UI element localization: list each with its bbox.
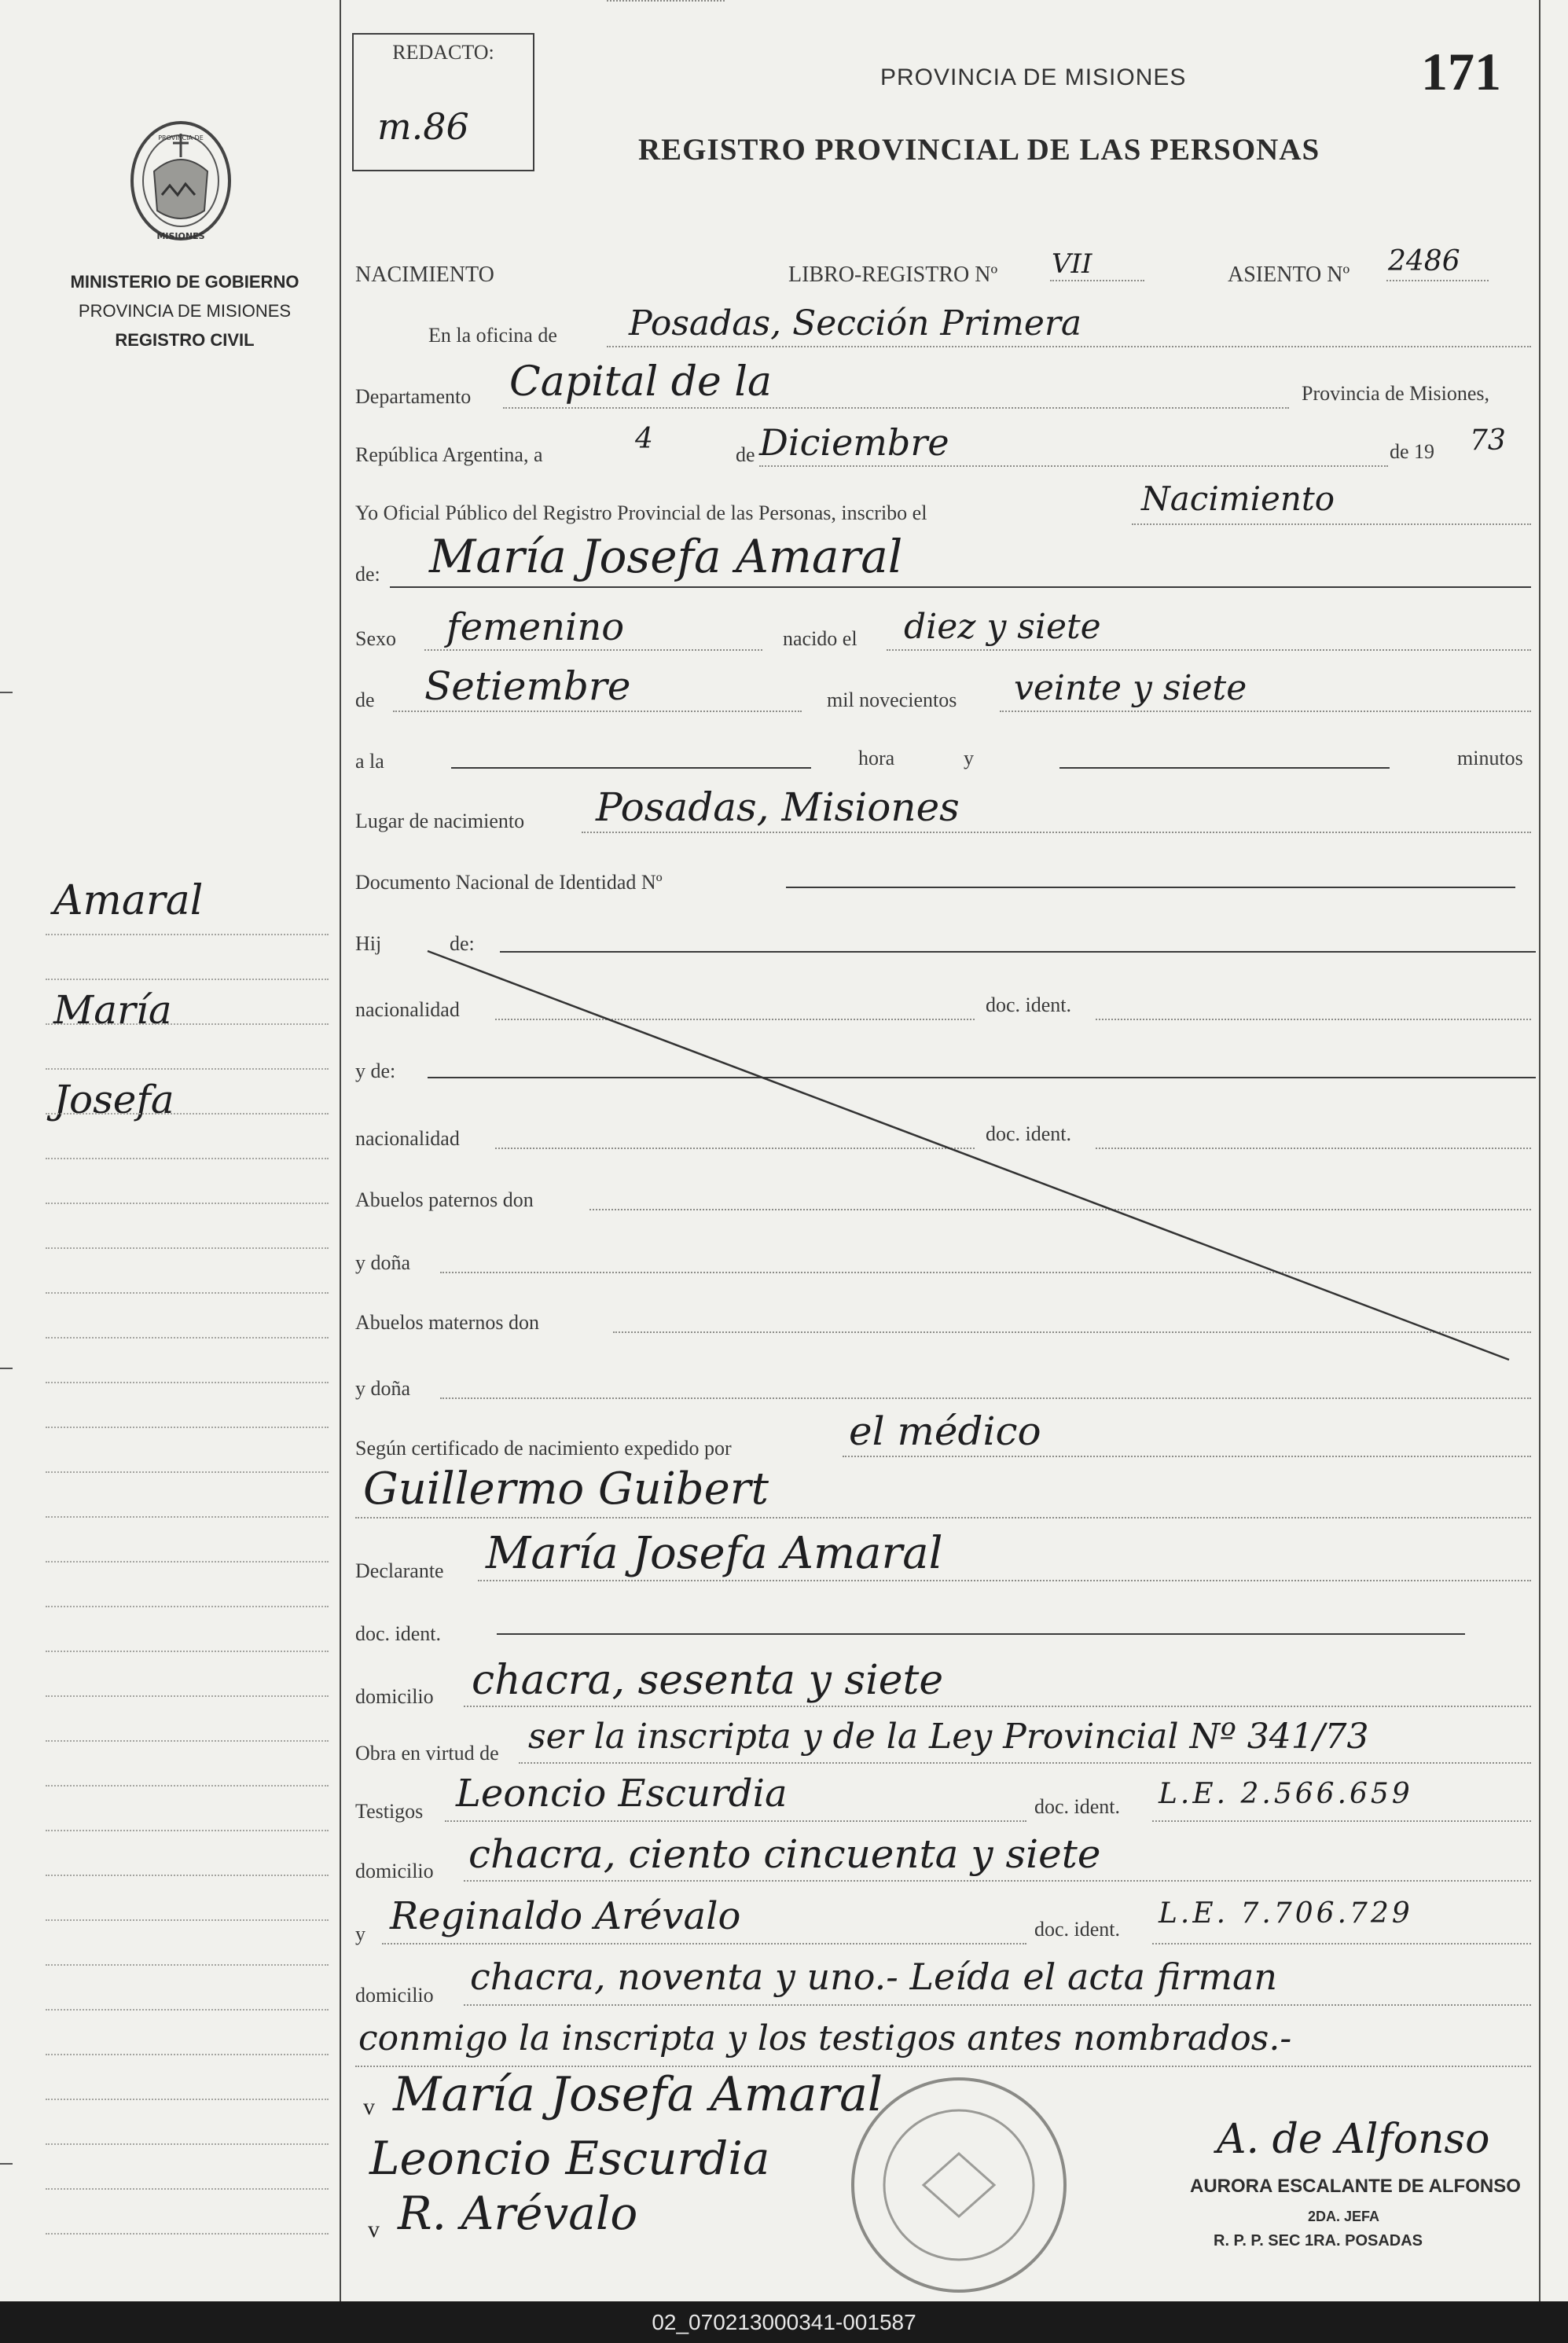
republica-label: República Argentina, a <box>355 443 543 466</box>
birth-month-value: Setiembre <box>424 663 631 709</box>
redacto-label: REDACTO: <box>392 41 494 64</box>
oficina-value: Posadas, Sección Primera <box>629 303 1082 343</box>
testigo2-value: Reginaldo Arévalo <box>390 1894 741 1938</box>
hij-de-label: de: <box>450 932 475 955</box>
sexo-line <box>424 649 762 651</box>
margin-line <box>46 2233 329 2235</box>
coat-of-arms-seal <box>123 116 239 248</box>
lugar-line <box>582 832 1531 833</box>
abuelos-paternos-label: Abuelos paternos don <box>355 1188 534 1211</box>
inscribo-value: Nacimiento <box>1141 479 1335 518</box>
margin-line <box>46 2188 329 2190</box>
domicilio2-value: chacra, ciento cincuenta y siete <box>468 1831 1101 1877</box>
entry-line <box>1386 280 1489 281</box>
mil-line <box>1000 711 1531 712</box>
margin-line <box>46 1113 329 1115</box>
fold-mark <box>0 692 13 693</box>
redacto-initials: m.86 <box>377 105 469 148</box>
declarante-value: María Josefa Amaral <box>486 1528 943 1579</box>
fold-mark <box>0 2163 13 2165</box>
registry-title: REGISTRO PROVINCIAL DE LAS PERSONAS <box>638 133 1320 167</box>
segun-label: Según certificado de nacimiento expedido por <box>355 1437 732 1460</box>
seal-bottom-text: MISIONES <box>156 231 205 241</box>
signature-witness-2: R. Arévalo <box>398 2187 638 2240</box>
margin-line <box>46 1651 329 1652</box>
testigos-label: Testigos <box>355 1800 424 1823</box>
margin-line <box>46 1068 329 1070</box>
right-border-rule <box>1539 0 1540 2301</box>
minutos-line <box>1059 767 1390 769</box>
lugar-label: Lugar de nacimiento <box>355 810 525 832</box>
hij-label: Hij <box>355 932 382 955</box>
domicilio3-value: chacra, noventa y uno.- Leída el acta firman <box>470 1956 1278 1998</box>
official-name: AURORA ESCALANTE DE ALFONSO <box>1190 2176 1521 2197</box>
margin-line <box>46 1740 329 1742</box>
abuelos-maternos-label: Abuelos maternos don <box>355 1311 539 1334</box>
margin-line <box>46 1919 329 1921</box>
birth-month-line <box>393 711 802 712</box>
margin-line <box>46 2054 329 2055</box>
mil-label: mil novecientos <box>827 689 957 711</box>
margin-line <box>46 2099 329 2100</box>
seal-top-text: PROVINCIA DE <box>158 134 204 141</box>
y-de-label: y de: <box>355 1059 396 1082</box>
province-heading: PROVINCIA DE MISIONES <box>880 64 1187 90</box>
day-value: 4 <box>635 423 653 455</box>
margin-line <box>46 2009 329 2011</box>
margin-line <box>46 1382 329 1383</box>
ministry-line-3: REGISTRO CIVIL <box>115 330 255 350</box>
margin-line <box>46 2143 329 2145</box>
testigo2-doc-value: L.E. 7.706.729 <box>1159 1897 1413 1930</box>
doc-ident-label: doc. ident. <box>986 993 1072 1016</box>
signature-witness-1: Leoncio Escurdia <box>369 2132 770 2185</box>
testigo1-doc-value: L.E. 2.566.659 <box>1159 1778 1413 1810</box>
official-office: R. P. P. SEC 1RA. POSADAS <box>1214 2232 1423 2249</box>
de-label: de <box>736 443 755 466</box>
margin-line <box>46 979 329 980</box>
doc-ident3-label: doc. ident. <box>355 1622 442 1645</box>
obra-label: Obra en virtud de <box>355 1742 499 1765</box>
obra-value: ser la inscripta y de la Ley Provincial Nº 341/73 <box>528 1717 1369 1757</box>
ministry-line-1: MINISTERIO DE GOBIERNO <box>70 272 299 292</box>
nacido-line <box>887 649 1531 651</box>
hora-line <box>451 767 811 769</box>
margin-line <box>46 1606 329 1607</box>
testigo2-doc-label: doc. ident. <box>1034 1918 1121 1941</box>
domicilio3-line <box>464 2004 1531 2006</box>
segun-value: el médico <box>849 1408 1041 1454</box>
record-type-label: NACIMIENTO <box>355 263 494 287</box>
de-name-label: de: <box>355 563 380 586</box>
departamento-line <box>503 407 1289 409</box>
margin-line <box>46 1203 329 1204</box>
ministry-block <box>31 267 338 354</box>
book-value: VII <box>1052 248 1092 280</box>
page-number: 171 <box>1421 42 1501 101</box>
margin-line <box>46 1516 329 1518</box>
entry-value: 2486 <box>1388 245 1460 277</box>
fold-mark <box>0 1368 13 1369</box>
de-month-label: de <box>355 689 375 711</box>
a-la-label: a la <box>355 750 384 773</box>
margin-line <box>46 1337 329 1339</box>
book-label: LIBRO-REGISTRO Nº <box>788 263 998 287</box>
margin-line <box>46 1158 329 1159</box>
declarante-label: Declarante <box>355 1559 444 1582</box>
testigo2-line <box>382 1943 1026 1945</box>
testigo1-doc-label: doc. ident. <box>1034 1795 1121 1818</box>
domicilio-label: domicilio <box>355 1685 434 1708</box>
oficial-text: Yo Oficial Público del Registro Provincial de las Personas, inscribo el <box>355 501 927 524</box>
y-dona-label: y doña <box>355 1251 411 1274</box>
testigo2-doc-line <box>1152 1943 1531 1945</box>
nacido-label: nacido el <box>783 627 857 650</box>
name-value: María Josefa Amaral <box>429 530 903 583</box>
testigo1-line <box>445 1820 1026 1822</box>
book-line <box>1050 280 1144 281</box>
margin-line <box>46 1561 329 1563</box>
doc-ident2-label: doc. ident. <box>986 1122 1072 1145</box>
hora-label: hora <box>858 747 895 769</box>
documento-label: Documento Nacional de Identidad Nº <box>355 871 663 894</box>
mil-value: veinte y siete <box>1014 668 1247 708</box>
y-label: y <box>964 747 974 769</box>
provincia-suffix: Provincia de Misiones, <box>1302 382 1490 405</box>
nacido-value: diez y siete <box>904 607 1101 647</box>
domicilio-line <box>464 1706 1531 1707</box>
signature-declarant: María Josefa Amaral <box>393 2067 883 2122</box>
domicilio3-label: domicilio <box>355 1984 434 2007</box>
departamento-value: Capital de la <box>509 358 772 406</box>
y2-label: y <box>355 1923 365 1945</box>
departamento-label: Departamento <box>355 385 472 408</box>
day-line <box>607 0 725 2</box>
month-line <box>759 465 1388 467</box>
inscribo-line <box>1132 523 1531 525</box>
redacto-box <box>352 33 534 171</box>
lugar-value: Posadas, Misiones <box>596 784 960 830</box>
margin-line <box>46 1292 329 1294</box>
y-dona2-line <box>440 1397 1531 1399</box>
documento-line <box>786 887 1515 888</box>
margin-line <box>46 1964 329 1966</box>
domicilio2-label: domicilio <box>355 1860 434 1882</box>
official-signature: A. de Alfonso <box>1217 2116 1490 2163</box>
name-line <box>390 586 1531 588</box>
nacionalidad2-label: nacionalidad <box>355 1127 460 1150</box>
doctor-value: Guillermo Guibert <box>363 1463 769 1515</box>
margin-line <box>46 1471 329 1473</box>
margin-line <box>46 1247 329 1249</box>
domicilio-value: chacra, sesenta y siete <box>472 1657 944 1704</box>
sig-mark-1: v <box>363 2094 375 2120</box>
year-value: 73 <box>1470 424 1506 457</box>
margin-line <box>46 1695 329 1697</box>
minutos-label: minutos <box>1457 747 1523 769</box>
margin-first-name: María <box>53 987 172 1033</box>
obra-line <box>519 1762 1531 1764</box>
testigo1-doc-line <box>1152 1820 1531 1822</box>
closing-value: conmigo la inscripta y los testigos antes nombrados.- <box>358 2018 1292 2058</box>
nacionalidad-label: nacionalidad <box>355 998 460 1021</box>
doctor-line <box>355 1517 1531 1519</box>
sexo-value: femenino <box>446 605 625 649</box>
y-dona2-label: y doña <box>355 1377 411 1400</box>
file-id-caption: 02_070213000341-001587 <box>652 2310 916 2334</box>
margin-line <box>46 1785 329 1787</box>
oficina-line <box>607 346 1531 347</box>
official-title: 2DA. JEFA <box>1308 2209 1380 2224</box>
declarante-line <box>478 1580 1531 1581</box>
year-prefix: de 19 <box>1390 440 1435 463</box>
diagonal-cancel-line <box>424 943 1533 1368</box>
entry-label: ASIENTO Nº <box>1228 263 1350 287</box>
margin-line <box>46 1427 329 1428</box>
sexo-label: Sexo <box>355 627 396 650</box>
domicilio2-line <box>464 1880 1531 1882</box>
month-value: Diciembre <box>759 421 949 464</box>
margin-line <box>46 1875 329 1876</box>
sig-mark-3: v <box>368 2216 380 2242</box>
oficina-label: En la oficina de <box>428 324 557 347</box>
margin-second-name: Josefa <box>53 1077 174 1122</box>
margin-line <box>46 934 329 935</box>
margin-line <box>46 1830 329 1831</box>
segun-line <box>843 1456 1531 1457</box>
testigo1-value: Leoncio Escurdia <box>456 1772 788 1816</box>
margin-line <box>46 1023 329 1025</box>
doc-ident3-line <box>497 1633 1465 1635</box>
ministry-line-2: PROVINCIA DE MISIONES <box>78 301 292 321</box>
margin-surname: Amaral <box>53 877 204 924</box>
